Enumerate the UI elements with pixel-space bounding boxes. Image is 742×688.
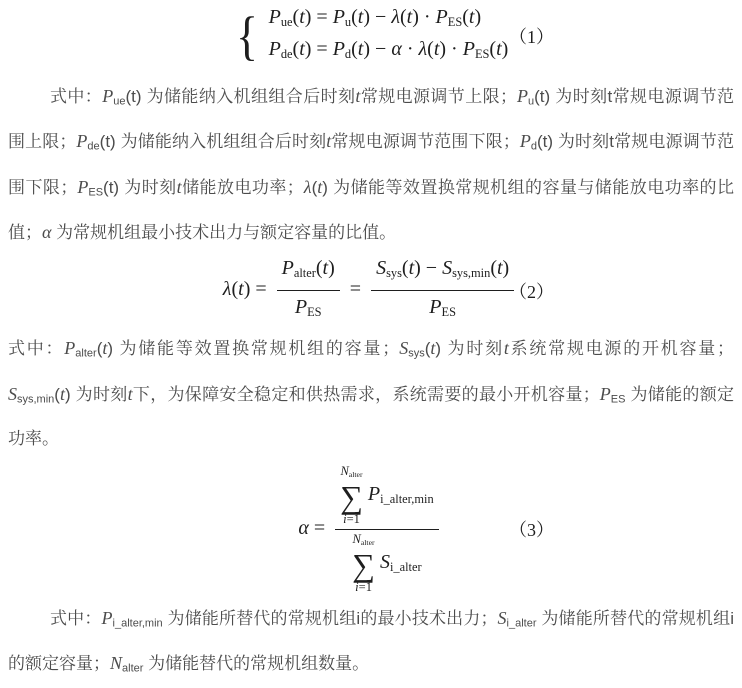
text-run: 式中：	[50, 86, 103, 106]
text-run: 储能放电功率；	[181, 177, 304, 197]
sigma-icon: ∑	[352, 546, 375, 583]
math-var: t	[503, 338, 509, 359]
math-roman: (	[462, 6, 469, 28]
math-var: α	[298, 516, 309, 539]
math-roman: )	[502, 257, 510, 280]
math-var: P	[519, 131, 531, 152]
math-roman: (	[399, 6, 407, 28]
math-subscript: sys,min	[17, 392, 55, 405]
equation-1-number: （1）	[509, 26, 554, 47]
text-run: (	[96, 339, 103, 359]
math-var: t	[468, 6, 475, 28]
math-roman: )	[474, 6, 482, 28]
math-var: P	[76, 131, 88, 152]
fraction-denominator	[371, 290, 514, 326]
math-var: t	[496, 37, 502, 60]
math-var: P	[281, 257, 294, 280]
math-var: P	[367, 482, 381, 505]
math-roman: ) ·	[439, 37, 463, 60]
math-roman: =	[344, 278, 367, 301]
math-subscript: ES	[307, 305, 322, 320]
math-var: P	[77, 176, 89, 197]
math-var: S	[497, 607, 507, 628]
math-var: P	[429, 296, 442, 319]
paragraph-3	[8, 598, 734, 688]
math-roman: (	[427, 37, 434, 60]
equation-2-line	[223, 255, 519, 326]
math-subscript: sys	[408, 347, 425, 360]
math-var: N	[340, 463, 349, 478]
equation-3-line	[298, 465, 443, 594]
math-var: t	[408, 257, 415, 280]
math-roman: ) =	[243, 278, 272, 301]
text-run: (	[424, 339, 431, 359]
math-var: t	[59, 383, 65, 404]
text-run: ) 为储能等效置换常规机组的容量与储能放电功率的比值；	[8, 177, 735, 243]
math-var: S	[379, 550, 390, 573]
math-subscript: alter	[293, 266, 316, 281]
math-roman: (	[401, 257, 409, 280]
math-subscript: d	[344, 46, 352, 61]
sigma-icon: ∑	[340, 478, 363, 515]
math-var: t	[127, 383, 133, 404]
text-run: 为储能所替代的常规机组i的额定容量；	[8, 608, 735, 674]
math-subscript: u	[528, 95, 535, 108]
math-roman: (	[292, 6, 300, 28]
equation-1-body	[234, 4, 509, 68]
math-var: λ	[391, 6, 400, 28]
equation-3-block	[8, 465, 734, 594]
math-var: S	[442, 257, 453, 280]
math-var: P	[517, 85, 529, 106]
text-run: 常规电源调节上限；	[360, 86, 518, 106]
math-subscript: i_alter	[506, 617, 537, 630]
math-var: S	[399, 338, 409, 359]
math-var: t	[357, 37, 364, 60]
math-var: S	[8, 383, 17, 404]
math-roman: ) −	[363, 6, 392, 28]
math-var: α	[42, 222, 52, 243]
math-var: P	[462, 37, 475, 60]
math-subscript: ES	[88, 186, 104, 199]
math-roman: )	[501, 37, 509, 60]
math-var: t	[176, 176, 182, 197]
math-var: i	[343, 511, 347, 526]
text-run: (	[311, 177, 318, 197]
text-run: ) 为时刻	[435, 339, 504, 359]
equation-1-line-2	[269, 36, 509, 68]
fraction	[371, 255, 514, 326]
math-roman: ·	[401, 37, 419, 60]
math-var: t	[326, 131, 332, 152]
math-var: t	[238, 278, 244, 301]
fraction	[277, 255, 340, 326]
math-var: t	[322, 257, 329, 280]
text-run: (t) 为时刻t常规电源调节范围上限；	[8, 86, 735, 152]
equation-2-number: （2）	[509, 281, 554, 302]
math-roman: (	[351, 6, 358, 28]
math-roman: (	[490, 257, 497, 280]
math-roman: ) ·	[412, 6, 436, 28]
math-roman: (	[292, 37, 300, 60]
fraction-numerator	[277, 255, 340, 290]
math-roman: (	[351, 37, 358, 60]
text-run: (t) 为储能纳入机组组合后时刻	[125, 86, 356, 106]
math-var: t	[357, 6, 364, 28]
math-var: P	[102, 85, 114, 106]
math-subscript: i_alter,min	[112, 617, 163, 630]
text-run: (t) 为储能纳入机组组合后时刻	[99, 132, 327, 152]
math-subscript: alter	[75, 347, 97, 360]
math-roman: ) =	[304, 6, 333, 28]
math-roman: =1	[358, 579, 372, 594]
sum-lower-limit	[355, 581, 372, 594]
paragraph-1	[8, 76, 734, 253]
fraction-numerator	[371, 255, 514, 290]
text-run: 为常规机组最小技术出力与额定容量的比值。	[51, 223, 397, 243]
math-var: λ	[303, 176, 312, 197]
math-roman: ) −	[414, 257, 443, 280]
text-run: 式中：	[50, 608, 102, 628]
summation	[352, 533, 375, 594]
math-subscript: sys	[386, 266, 402, 281]
text-run: 系统常规电源的开机容量；	[508, 339, 735, 359]
math-subscript: sys,min	[452, 266, 491, 281]
math-var: α	[391, 37, 402, 60]
math-var: t	[496, 257, 503, 280]
math-var: i	[355, 579, 359, 594]
math-var: λ	[222, 278, 232, 301]
math-roman: (	[315, 257, 323, 280]
math-var: t	[299, 6, 305, 28]
math-var: P	[332, 37, 345, 60]
math-var: t	[299, 37, 305, 60]
fraction-numerator	[335, 465, 439, 529]
text-run: (t) 为时刻t常规电源调节范围下限；	[8, 132, 734, 197]
math-roman: )	[328, 257, 335, 280]
math-subscript: de	[87, 140, 100, 153]
curly-brace-icon: {	[235, 5, 258, 66]
math-var: S	[376, 257, 387, 280]
math-subscript: ES	[447, 14, 463, 29]
math-var: N	[352, 531, 361, 546]
equation-3-number: （3）	[509, 520, 554, 541]
math-subscript: i_alter	[389, 559, 422, 574]
math-var: P	[294, 296, 308, 319]
math-subscript: ES	[610, 392, 626, 405]
equation-1-lines	[269, 4, 509, 68]
math-roman: (	[489, 37, 497, 60]
equation-2-block	[8, 255, 734, 326]
fraction-denominator	[277, 290, 340, 326]
math-var: t	[433, 37, 440, 60]
text-run: (t) 为时刻	[103, 177, 177, 197]
text-run: 下，为保障安全稳定和供热需求，系统需要的最小开机容量；	[132, 384, 600, 404]
math-subscript: d	[530, 140, 537, 153]
math-roman: ) =	[304, 37, 333, 60]
math-var: t	[430, 338, 436, 359]
math-var: λ	[418, 37, 428, 60]
math-roman: =	[308, 516, 331, 539]
math-var: P	[268, 6, 281, 28]
math-roman: =1	[346, 511, 360, 526]
fraction-denominator	[335, 529, 439, 594]
math-var: P	[332, 6, 345, 28]
text-run: 为储能替代的常规机组数量。	[143, 654, 370, 674]
math-subscript: ue	[280, 14, 293, 29]
math-roman: (	[231, 278, 239, 301]
math-subscript: ES	[441, 305, 456, 320]
sum-lower-limit	[343, 513, 360, 526]
text-run: 式中：	[8, 339, 65, 359]
math-var: t	[317, 176, 323, 197]
equation-1-line-1	[269, 4, 482, 36]
math-var: t	[406, 6, 413, 28]
text-run: ) 为时刻	[64, 384, 128, 404]
text-run: ) 为储能等效置换常规机组的容量；	[107, 339, 400, 359]
math-var: t	[102, 338, 108, 359]
math-var: P	[599, 383, 611, 404]
text-run: 为储能的额定功率。	[8, 384, 735, 448]
text-run: (	[54, 384, 60, 404]
equation-1-block	[8, 4, 734, 68]
math-subscript: u	[344, 14, 352, 29]
math-var: P	[101, 607, 113, 628]
text-run: 为储能所替代的常规机组i的最小技术出力；	[162, 608, 498, 628]
text-run: 常规电源调节范围下限；	[331, 132, 520, 152]
paragraph-2	[8, 328, 734, 459]
math-subscript: alter	[360, 537, 375, 547]
math-var: t	[355, 85, 361, 106]
math-subscript: de	[280, 46, 293, 61]
math-var: P	[64, 338, 76, 359]
math-subscript: ES	[474, 46, 490, 61]
math-subscript: i_alter,min	[380, 491, 434, 506]
math-var: P	[268, 37, 281, 60]
math-subscript: alter	[122, 662, 144, 675]
math-var: N	[110, 653, 123, 674]
summation	[340, 465, 363, 526]
math-subscript: alter	[348, 469, 363, 479]
math-var: P	[435, 6, 448, 28]
fraction	[335, 465, 439, 594]
math-roman: ) −	[363, 37, 392, 60]
math-subscript: ue	[113, 95, 126, 108]
